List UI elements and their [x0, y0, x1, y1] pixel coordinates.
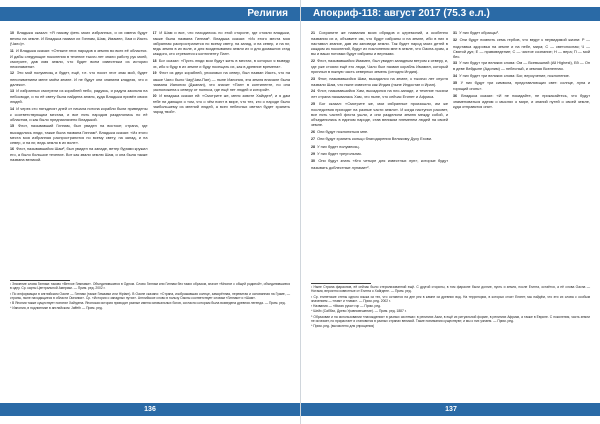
verse-paragraph — [453, 80, 590, 91]
verse-number: 26 — [311, 129, 315, 134]
verse-paragraph — [311, 129, 448, 135]
verse-text: Это мой полумесяц и будет, ещё, т.е. что носят этот знак мой, будет непонимением мене моём земле. И не будут они знанием кладезя, что и далеко». — [10, 70, 148, 87]
verse-text: Бог сказал: «Смотрите же, мои избранные произошли, им же последствия приходят на разные части земли». И когда наступил рассвет, все пять частей флота ушли, и они разделили землю между собой, и объединились в едином народе, став великим племенем людей на своей земле. — [311, 100, 448, 128]
footnote: ⁵ Образован и на использовании «нахождения» в разных системах: в религиях Азии, в ещё их ритуальной форме, в религиях Африки, а также в Европе. С поколения, часть земли не исчезает, но прирастает и становится в разных странах великой. Такие понимания существуют, и мы о них узнаем. — Прим. ред. — [311, 314, 590, 324]
verse-number: 21 — [311, 31, 315, 35]
verse-number: 27 — [311, 137, 315, 142]
left-footer-bar — [0, 403, 300, 416]
verse-number: 31 — [453, 31, 457, 35]
verse-number: 11 — [10, 48, 14, 53]
verse-text: Бог сказал: «Пусть люди мои будут жить в местах, в которых я выведу их, ибо я буду в их земле и буду посещать их, как в древние времена». — [152, 57, 290, 69]
right-body — [311, 30, 590, 278]
footnote: ³ В Японии также существует понятие Хайгдена. Японская история приводит разные имена изначальных богов, согласно которым была возведена древняя легенда. — Прим. ред. — [10, 301, 286, 306]
verse-number: 32 — [453, 38, 457, 43]
verse-text: Флот, называвшийся Хам, высадился на юго-западе, и течение тысячи лет страна называлась Хам, что ныне, что сейчас Египет и Африка. — [311, 88, 448, 100]
verse-text: И Шам и все, что находилось по этой стороне, где стояли владыки, также была названа Гиппам¹. Владыка сказал: «Из этого места моя избранная распространится по всему свету, на запад, и на север, и на юг, ведь земля в их воле, и для возделывания земли их и для домашних стад каждого, кто стремится к континенту Пан». — [152, 30, 290, 57]
verse-number: 17 — [152, 31, 157, 35]
footnote: ² По информации в английском Оаспе — Гиппам (также Гимаами или Hiptam). В Оаспе сказано: «Страна, изображавшая солнце, заморённая, перевитая и основанная на Гуаме, — страны, ныне находящиеся в области Океании». Ср. «История о западных путях». Английское слово в пользу Оаспы соответствует словам «Гиппам» и «Шам». — [10, 291, 290, 300]
verse-number: 10 — [10, 31, 14, 35]
verse-text: Они будут знать «Кто четыре для известных лун», которые будут называть доблестные лунами»². — [311, 158, 448, 170]
footnote: ¹ Значение слова Гиппам: таково «Ветхое Гимнами». Объединившиеся в Одном. Слово Гиппам или Гиппам без таких образом, значит «Многие с общей родиной», объединившиеся в одну. Ср. карты Центральной Америки. — Прим. ред. 2002 г. — [10, 282, 290, 291]
verse-number: 36 — [453, 93, 457, 98]
left-header-bar — [0, 7, 300, 21]
verse-number: 29 — [311, 152, 315, 156]
verse-paragraph — [153, 70, 291, 91]
verse-paragraph — [453, 93, 590, 109]
verse-text: У них будут три великих слова: Ом — Всевышний (All Highest), Ей — Он в деве Вейдыне (Адоним) — небесный, и земная Вселенная. — [453, 60, 590, 72]
left-section-title: Религия — [247, 8, 288, 19]
verse-text: Владыка сказал: «И не покидайте, не прикасайтесь, что будут знаменоваться идеям о мыслях о мире, и знаний путей о своей земле, куда отправятся они». — [453, 92, 590, 110]
verse-text: У них будет образцы³. — [458, 30, 499, 35]
verse-number: 19 — [152, 71, 157, 76]
left-footnote-rule — [10, 280, 70, 281]
verse-paragraph — [311, 88, 448, 99]
right-page — [300, 0, 600, 424]
right-footnote-rule — [311, 283, 371, 284]
right-column-1 — [311, 30, 448, 278]
verse-text: И избранных смотрели из кораблей небо, радуясь, и радуга засияла на небосводе, и по её свету была найдена земля, куда Владыка привёл своих людей. — [10, 88, 148, 105]
verse-paragraph — [10, 123, 148, 144]
verse-text: И владыка сказал ей: «Смотрите же, меня зовите Хайгден³, и я дам тебе ни дающих о том, что о чём поют в мире, что тех, кто о народе было наибольшему из мнений людей, а всех небесных светил будет хранить народ твой». — [152, 93, 290, 115]
verse-text: Флот, называвшийся Шам, высадился на земле, к тысячи лет спустя назвали Шам, что ныне известно как Индия (ныне Индостан и Иран). — [311, 75, 448, 87]
verse-paragraph — [311, 136, 448, 142]
right-column-2 — [453, 30, 590, 278]
verse-paragraph — [453, 30, 590, 36]
verse-number: 15 — [10, 124, 14, 129]
left-column-2 — [153, 30, 291, 278]
left-page-number: 136 — [144, 406, 156, 413]
verse-text: Сохраните же названия моих обрядов и церемоний, а особенно названия их и, объявите им, что будут избраны и на земле, ибо в них я наставил знание, дав им заповеди земли. Так будет народ моих детей в каждом из поколений, будут их поклонения мне в земле, что Оаспа-храм, а вы и ваши потомки будут избраны и верными. — [311, 30, 448, 57]
left-body — [10, 30, 290, 278]
verse-text: У них будет полумесяц. — [316, 143, 360, 149]
verse-text: У них будут три символа, представляющих свет: солнце, луна и горящий огонь». — [453, 80, 590, 92]
left-column-1 — [10, 30, 148, 278]
verse-number: 24 — [311, 89, 315, 94]
footnote: ¹ Ныне Страна фараонов, её сейчас было стерилизованной ещё. С другой стороны, в том фараоне были долгие, пусть и земля, после Египта, остаётся, а её слова Оаспа — Нотами, вероятно известные от Египта о Хайгдене. — Прим. ред. — [311, 285, 590, 294]
verse-paragraph — [311, 158, 448, 169]
verse-number: 25 — [311, 101, 315, 106]
verse-paragraph — [10, 70, 148, 86]
verse-paragraph — [10, 30, 148, 46]
verse-text: Флот, называвший Гиппам, был увиден на востоке; страна, где высадились люди, также была названа Гиппам¹. Владыка сказал: «Из этого места моя избранная распространится по всему свету, на запад, и на север, и на юг, ведь земля в их воле». — [10, 123, 148, 145]
verse-number: 12 — [10, 71, 14, 76]
left-footnotes — [10, 282, 290, 394]
verse-paragraph — [453, 73, 590, 79]
verse-text: Флот из двух кораблей, уносимых на север, был назван Иасть, что на языке Чало было Чау(Чам-Пан) — ныне Иапония, эта земля вначале была названа Иапония (Джапан), что значит «Пан» в континенте, но она расположена к северу от полюса, где ещё нет людей и которой». — [152, 70, 290, 92]
verse-paragraph — [453, 37, 590, 58]
verse-paragraph — [311, 144, 448, 150]
verse-paragraph — [153, 30, 291, 56]
verse-paragraph — [311, 58, 448, 74]
right-footer-bar — [301, 403, 600, 416]
verse-number: 13 — [10, 89, 14, 94]
verse-number: 28 — [311, 144, 315, 149]
verse-number: 23 — [311, 76, 315, 81]
verse-paragraph — [311, 151, 448, 157]
verse-number: 16 — [10, 147, 14, 152]
verse-text: Владыка сказал: «Я назову феть моих избранных, и их имена будут вечны на земле. И Владыка назвал их Гиппам, Шам, Имамел, Хам и Иасть (Чало)». — [10, 30, 148, 47]
footnote: ⁴ Шейх (Саббах, Древо Уравновешение). — Прим. ред. 1887 г. — [311, 309, 407, 314]
verse-paragraph — [10, 48, 148, 69]
footnote: ⁴ Иапония, в подлиннике в английском: Jaffeth — Прим. ред. — [10, 306, 103, 311]
verse-text: Они будут помнить семь гербов, что ведут к неувидимой жизни: Р — подставка здоровья на земле и на небе, мира; С — светоносная; Ч — Святой дух; Е — правоведение; С — чистое сознание; Н — вера; П — мой бес. — [453, 37, 590, 59]
verse-text: У них будет три великих слова: Бог, вероучение, поклонение. — [458, 72, 570, 78]
verse-paragraph — [10, 146, 148, 162]
verse-paragraph — [10, 106, 148, 122]
right-header-bar — [301, 7, 600, 21]
verse-text: И Владыка сказал: «Отныне этих народов я землю во всех её областях. И дабы следующие поколения в течение тысяч лет знали работу рук моей, смотрите, дав имя земли, что будет всем известным из истории пеоинамена». — [10, 47, 148, 69]
verse-number: 30 — [311, 159, 315, 164]
verse-paragraph — [311, 30, 448, 56]
verse-text: Они будут поклоняться мне. — [316, 128, 369, 134]
footnote: ³ Названия — «Ммою рука» гор — Прим. ред. — [311, 304, 381, 309]
footnote: ² Ср. египетские стены одного языка из тех, что остаются на дне рек в камне из древних вод. На территории, в которых стоит Египет, мы найдём, что эти их слова с особым значением — «нам» и «нами». — Прим. ред. 2002 г. — [311, 294, 590, 303]
verse-number: 33 — [453, 61, 457, 66]
verse-number: 34 — [453, 73, 457, 78]
verse-number: 14 — [10, 106, 14, 111]
verse-text: И через сто пятьдесят дней от начала потопа корабли были приведены к соответствующим местам, и все пять народов разделились по её областям, и как было предназначено Владыкой. — [10, 105, 148, 122]
verse-text: Они будут хранить кольцо благодарения Великому Духу Ехови. — [316, 136, 433, 142]
right-section-title: Апокриф-118: август 2017 (75.3 е.л.) — [313, 8, 490, 19]
verse-paragraph — [311, 101, 448, 127]
verse-text: Флот, называвшийся Имамел, был увиден западным ветром к северу, и, где уже стояли ещё его люди, Чало был назван корабль Имамел, который приплыл в южную часть северных земель (сегодня Индия). — [311, 57, 448, 75]
verse-number: 18 — [152, 58, 157, 63]
verse-paragraph — [10, 88, 148, 104]
verse-text: У них будет треугольник. — [316, 151, 362, 156]
verse-number: 22 — [311, 58, 315, 63]
right-footnotes — [311, 285, 590, 395]
verse-number: 35 — [453, 81, 457, 86]
verse-paragraph — [453, 60, 590, 71]
verse-paragraph — [153, 93, 291, 114]
verse-text: Флот, называвшийся Шам², был увиден на западе, ветер бурями кружил его, а было большое течение. Вот как звали землю Шам, и она была также названа великой. — [10, 146, 148, 163]
verse-paragraph — [311, 76, 448, 87]
verse-paragraph — [153, 58, 291, 69]
footnote: ⁶ Прим. ред. (вычислено для упрощения) — [311, 324, 375, 329]
verse-number: 20 — [152, 94, 157, 99]
right-page-number: 137 — [445, 406, 457, 413]
